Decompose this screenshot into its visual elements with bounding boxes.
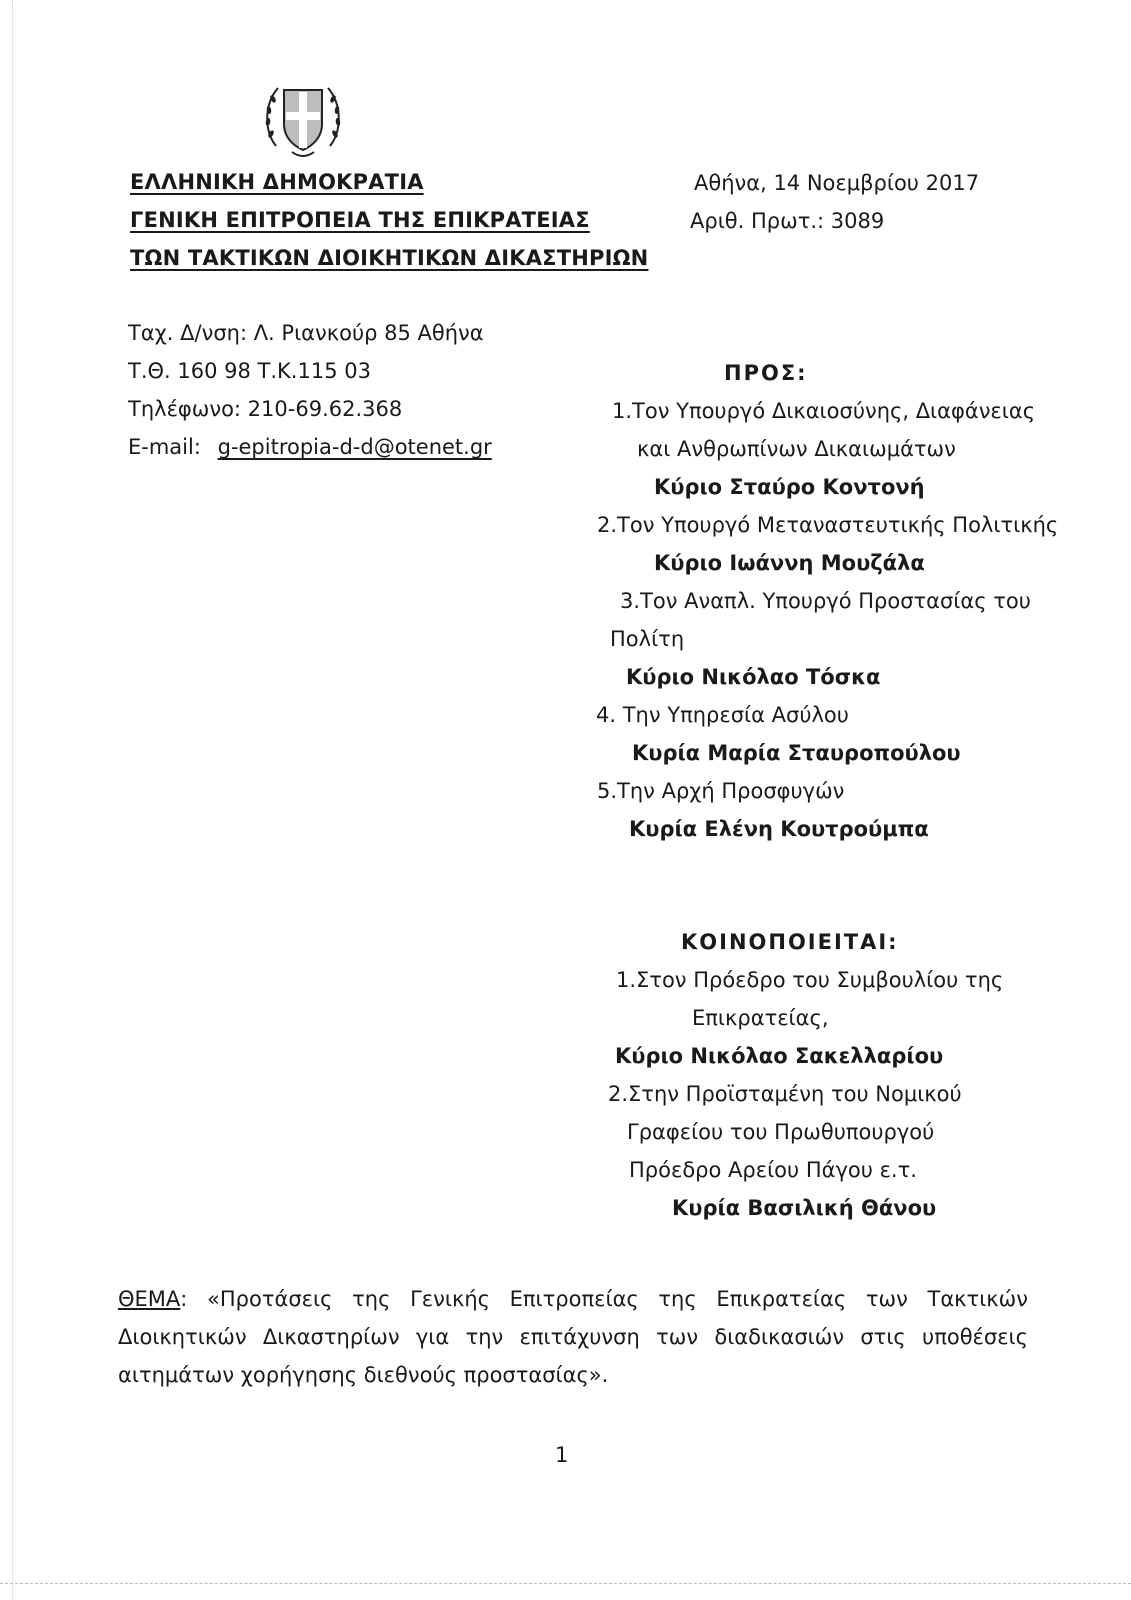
scan-bottom-line (0, 1583, 1131, 1584)
email-label: E-mail: (128, 435, 201, 459)
cc-1-line-2: Επικρατείας, (692, 1006, 829, 1030)
cc-2-line-1: 2.Στην Προϊσταμένη του Νομικού (608, 1082, 962, 1106)
scan-edge (0, 0, 13, 1600)
recipient-2-name: Κύριο Ιωάννη Μουζάλα (654, 551, 925, 575)
org-line-3: ΤΩΝ ΤΑΚΤΙΚΩΝ ΔΙΟΙΚΗΤΙΚΩΝ ΔΙΚΑΣΤΗΡΙΩΝ (130, 246, 649, 270)
recipient-1-name: Κύριο Σταύρο Κοντονή (654, 475, 925, 499)
recipient-1-line-1: 1.Τον Υπουργό Δικαιοσύνης, Διαφάνειας (612, 399, 1036, 423)
cc-2-line-2: Γραφείου του Πρωθυπουργού (627, 1120, 935, 1144)
subject-label: ΘΕΜΑ (118, 1287, 181, 1311)
postal-box: Τ.Θ. 160 98 Τ.Κ.115 03 (128, 359, 371, 383)
recipient-3-line-1: 3.Τον Αναπλ. Υπουργό Προστασίας του (620, 589, 1031, 613)
org-line-2: ΓΕΝΙΚΗ ΕΠΙΤΡΟΠΕΙΑ ΤΗΣ ΕΠΙΚΡΑΤΕΙΑΣ (130, 208, 590, 232)
cc-2-line-3: Πρόεδρο Αρείου Πάγου ε.τ. (629, 1158, 917, 1182)
cc-heading: ΚΟΙΝΟΠΟΙΕΙΤΑΙ: (681, 930, 899, 954)
recipient-5-line-1: 5.Την Αρχή Προσφυγών (597, 779, 845, 803)
subject-paragraph (118, 1280, 1028, 1394)
org-line-1: ΕΛΛΗΝΙΚΗ ΔΗΜΟΚΡΑΤΙΑ (130, 170, 424, 194)
protocol-number: Αριθ. Πρωτ.: 3089 (690, 209, 885, 233)
email-row (128, 435, 492, 459)
greek-coat-of-arms-emblem (262, 76, 344, 160)
recipient-5-name: Κυρία Ελένη Κουτρούμπα (629, 817, 929, 841)
cc-1-line-1: 1.Στον Πρόεδρο του Συμβουλίου της (616, 968, 1004, 992)
email-link[interactable]: g-epitropia-d-d@otenet.gr (217, 435, 492, 459)
phone-number: Τηλέφωνο: 210-69.62.368 (128, 397, 403, 421)
cc-2-name: Κυρία Βασιλική Θάνου (672, 1196, 937, 1220)
recipient-4-line-1: 4. Την Υπηρεσία Ασύλου (596, 703, 849, 727)
recipient-3-line-2: Πολίτη (610, 627, 685, 651)
recipient-1-line-2: και Ανθρωπίνων Δικαιωμάτων (637, 437, 956, 461)
recipient-3-name: Κύριο Νικόλαο Τόσκα (626, 665, 881, 689)
postal-address: Ταχ. Δ/νση: Λ. Ριανκούρ 85 Αθήνα (128, 321, 484, 345)
cc-1-name: Κύριο Νικόλαο Σακελλαρίου (615, 1044, 944, 1068)
recipients-heading: ΠΡΟΣ: (724, 361, 808, 385)
page-number: 1 (555, 1443, 569, 1467)
document-date: Αθήνα, 14 Νοεμβρίου 2017 (694, 171, 980, 195)
subject-text: : «Προτάσεις της Γενικής Επιτροπείας της Επικρατείας των Τακτικών Διοικητικών Δικαστηρίων για την επιτάχυνση των διαδικασιών στις υποθέσεις αιτημάτων χορήγησης διεθνούς προστασίας». (118, 1287, 1028, 1387)
recipient-4-name: Κυρία Μαρία Σταυροπούλου (632, 741, 961, 765)
recipient-2-line-1: 2.Τον Υπουργό Μεταναστευτικής Πολιτικής (597, 513, 1059, 537)
